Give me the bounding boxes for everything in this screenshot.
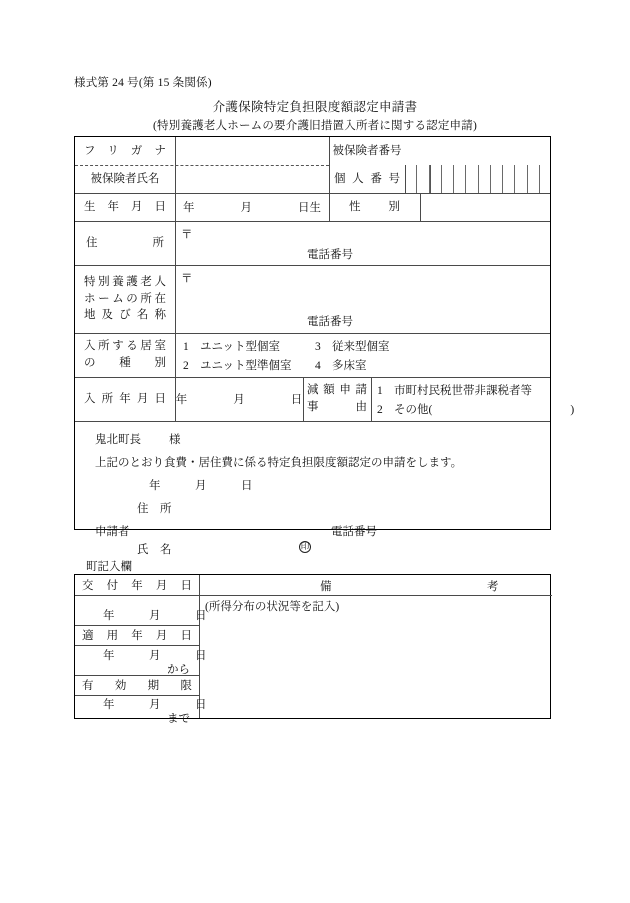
gender-label-cell xyxy=(329,193,420,221)
room-type-option-3[interactable] xyxy=(315,338,390,354)
applicant-phone-label: 電話番号 xyxy=(331,526,377,538)
facility-label-line-2: ホームの所在 xyxy=(84,292,166,305)
page-subtitle: (特別養護老人ホームの要介護旧措置入所者に関する認定申請) xyxy=(153,120,477,132)
admission-date-label-cell xyxy=(75,377,175,421)
office-use-table xyxy=(74,574,551,725)
facility-label xyxy=(75,274,175,324)
office-section-caption: 町記入欄 xyxy=(86,561,132,573)
room-type-option-2-label: ユニット型準個室 xyxy=(200,360,292,372)
declaration-date[interactable]: 年 月 日 xyxy=(149,480,253,492)
room-type-option-1[interactable] xyxy=(183,338,280,354)
insured-name-label: 被保険者氏名 xyxy=(90,172,160,185)
personal-number-box-5[interactable] xyxy=(454,165,466,193)
page-title: 介護保険特定負担限度額認定申請書 xyxy=(212,100,418,114)
issue-date-label-cell xyxy=(75,575,199,595)
personal-number-box-8[interactable] xyxy=(491,165,503,193)
reduction-reason-option-1[interactable] xyxy=(377,382,532,398)
personal-number-label-cell xyxy=(329,165,405,193)
address-label: 住所 xyxy=(86,236,164,249)
birthdate-placeholder: 年 月 日生 xyxy=(183,202,321,214)
reduction-reason-label-line-2: 事 由 xyxy=(307,401,367,413)
remarks-header-right: 考 xyxy=(487,581,499,593)
address-label-cell xyxy=(75,221,175,265)
apply-date-suffix: から xyxy=(167,664,190,676)
birthdate-label-cell xyxy=(75,193,175,221)
room-type-label-cell xyxy=(75,333,175,377)
personal-number-boxes[interactable] xyxy=(405,165,552,193)
room-type-option-1-label: ユニット型個室 xyxy=(200,341,281,353)
expiry-suffix: まで xyxy=(167,713,190,725)
room-type-option-4-label: 多床室 xyxy=(332,360,367,372)
room-type-label-line-1: 入所する居室 xyxy=(84,340,166,353)
expiry-value: 年 月 日 xyxy=(103,699,207,711)
facility-input-cell[interactable] xyxy=(175,265,552,333)
birthdate-label: 生年月日 xyxy=(84,200,166,213)
applicant-name-label: 氏 名 xyxy=(137,544,172,556)
facility-label-line-3: 地及び名称 xyxy=(84,309,166,322)
furigana-label-cell xyxy=(75,137,175,165)
remarks-note: (所得分布の状況等を記入) xyxy=(205,601,340,613)
reduction-reason-label xyxy=(303,382,371,415)
postal-mark-icon: 〒 xyxy=(181,229,193,241)
declaration-statement: 上記のとおり食費・居住費に係る特定負担限度額認定の申請をします。 xyxy=(95,457,463,469)
room-type-option-2[interactable] xyxy=(183,357,292,373)
address-phone-label: 電話番号 xyxy=(307,249,353,261)
issue-date-label: 交付年月日 xyxy=(82,580,192,592)
personal-number-box-9[interactable] xyxy=(503,165,515,193)
admission-date-label: 入所年月日 xyxy=(84,392,166,405)
personal-number-box-4[interactable] xyxy=(442,165,454,193)
facility-phone-label: 電話番号 xyxy=(307,316,353,328)
facility-label-cell xyxy=(75,265,175,333)
remarks-header-left: 備 xyxy=(320,581,332,593)
personal-number-box-2[interactable] xyxy=(417,165,429,193)
personal-number-box-11[interactable] xyxy=(528,165,540,193)
reduction-reason-label-line-1: 減額申請 xyxy=(307,384,367,397)
personal-number-box-12[interactable] xyxy=(540,165,552,193)
gender-input-cell[interactable] xyxy=(420,193,552,221)
reduction-reason-option-1-label: 市町村民税世帯非課税者等 xyxy=(394,385,532,397)
room-type-option-3-number: 3 xyxy=(315,341,321,353)
addressee-honorific: 様 xyxy=(169,434,181,446)
reduction-reason-option-2-label: その他( ) xyxy=(394,404,575,416)
room-type-option-4[interactable] xyxy=(315,357,367,373)
room-type-label-line-2: の 種 別 xyxy=(84,357,166,369)
applicant-info-table xyxy=(74,136,575,556)
remarks-header-cell xyxy=(199,575,552,595)
facility-label-line-1: 特別養護老人 xyxy=(84,275,166,288)
insured-name-input-cell[interactable] xyxy=(175,137,329,193)
personal-number-box-10[interactable] xyxy=(515,165,527,193)
insured-number-label: 被保険者番号 xyxy=(332,144,402,157)
applicant-label: 申請者 xyxy=(95,526,130,538)
admission-date-placeholder: 年 月 日 xyxy=(175,394,303,406)
issue-date-value: 年 月 日 xyxy=(103,610,207,622)
insured-name-label-cell xyxy=(75,165,175,193)
reduction-reason-option-2-number: 2 xyxy=(377,404,383,416)
apply-date-value: 年 月 日 xyxy=(103,650,207,662)
room-type-option-4-number: 4 xyxy=(315,360,321,372)
postal-mark-icon: 〒 xyxy=(181,273,193,285)
personal-number-box-7[interactable] xyxy=(479,165,491,193)
reduction-reason-option-2[interactable] xyxy=(377,401,574,417)
admission-date-input-cell[interactable] xyxy=(175,377,303,421)
declaration-address-label: 住 所 xyxy=(137,503,172,515)
reduction-reason-label-cell xyxy=(303,377,371,421)
furigana-label: フリガナ xyxy=(84,144,166,157)
divider xyxy=(75,421,550,422)
insured-number-input-cell[interactable] xyxy=(405,137,552,165)
address-input-cell[interactable] xyxy=(175,221,552,265)
personal-number-box-3[interactable] xyxy=(430,165,442,193)
room-type-option-1-number: 1 xyxy=(183,341,189,353)
room-type-option-3-label: 従来型個室 xyxy=(332,341,390,353)
apply-date-label: 適用年月日 xyxy=(82,630,192,642)
personal-number-label: 個人番号 xyxy=(334,172,400,185)
room-type-label xyxy=(75,338,175,371)
gender-label: 性別 xyxy=(349,200,400,213)
personal-number-box-1[interactable] xyxy=(405,165,417,193)
expiry-label: 有効期限 xyxy=(82,680,192,692)
form-number: 様式第 24 号(第 15 条関係) xyxy=(74,77,212,89)
apply-date-label-cell xyxy=(75,625,199,645)
personal-number-box-6[interactable] xyxy=(466,165,478,193)
room-type-option-2-number: 2 xyxy=(183,360,189,372)
insured-number-label-cell xyxy=(329,137,405,165)
birthdate-input-cell[interactable] xyxy=(175,193,329,221)
reduction-reason-option-1-number: 1 xyxy=(377,385,383,397)
divider xyxy=(430,165,431,193)
addressee: 鬼北町長 xyxy=(95,434,141,446)
seal-stamp-icon: 印 xyxy=(300,542,310,552)
expiry-label-cell xyxy=(75,675,199,695)
